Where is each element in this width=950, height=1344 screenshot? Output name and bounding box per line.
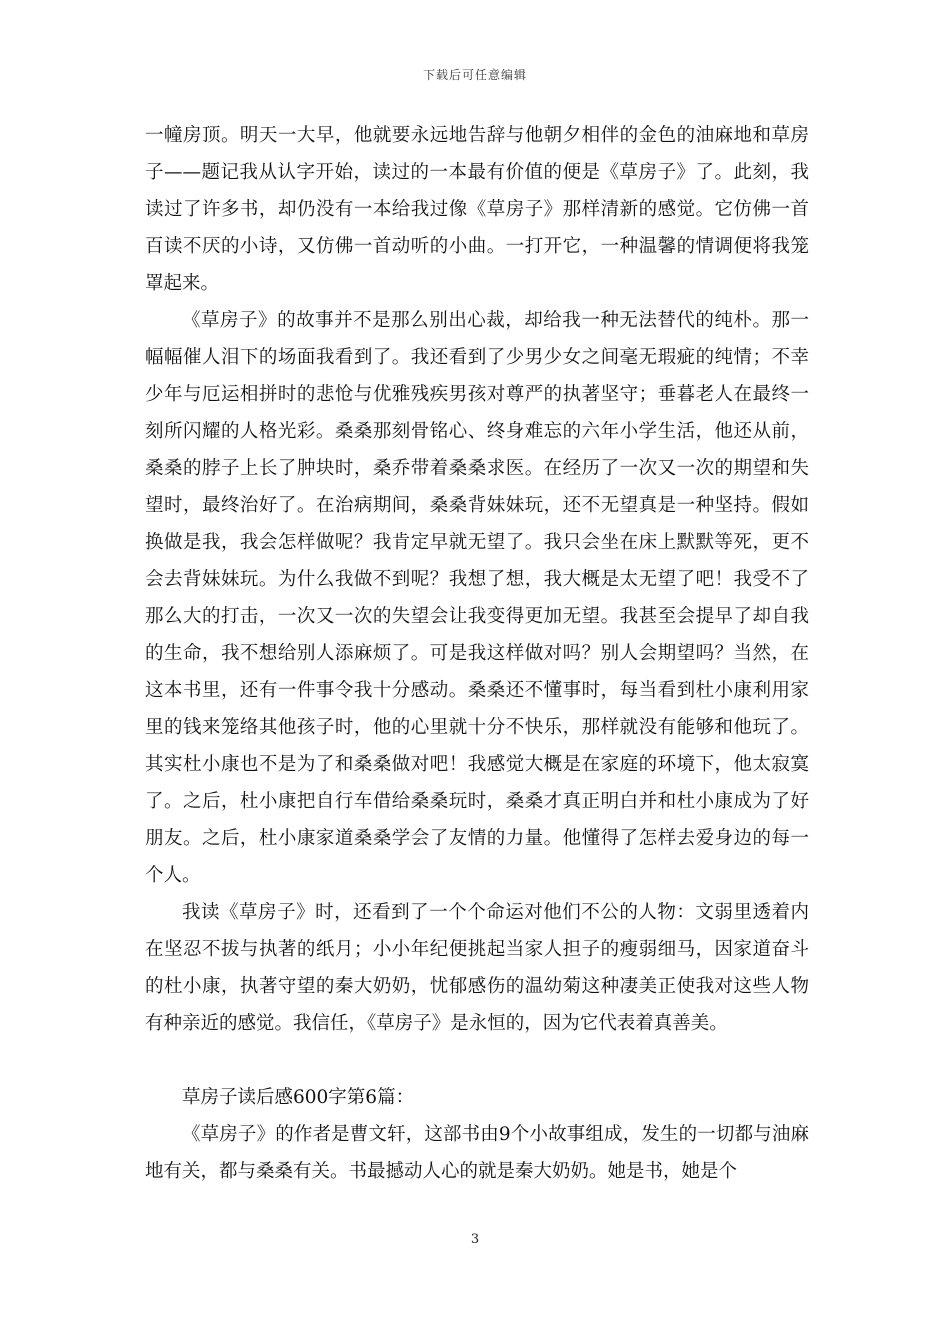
- page-header: 下载后可任意编辑: [422, 68, 527, 82]
- paragraph-next-essay: 《草房子》的作者是曹文轩，这部书由9个小故事组成，发生的一切都与油麻地有关，都与桑桑有关。书最撼动人心的就是秦大奶奶。她是书，她是个: [145, 1124, 809, 1182]
- page-number: 3: [470, 1232, 480, 1247]
- document-body: [145, 117, 809, 1190]
- paragraph-characters: 我读《草房子》时，还看到了一个个命运对他们不公的人物：文弱里透着内在坚忍不拔与执著的纸月；小小年纪便挑起当家人担子的瘦弱细马，因家道奋斗的杜小康，执著守望的秦大奶奶，忧郁感伤的温幼菊这种凄美正使我对这些人物有种亲近的感觉。我信任，《草房子》是永恒的，因为它代表着真善美。: [145, 902, 809, 1034]
- section-heading: 草房子读后感600字第6篇：: [182, 1087, 415, 1108]
- paragraph-intro: 一幢房顶。明天一大早，他就要永远地告辞与他朝夕相伴的金色的油麻地和草房子——题记我从认字开始，读过的一本最有价值的便是《草房子》了。此刻，我读过了许多书，却仍没有一本给我过像《草房子》那样清新的感觉。它仿佛一首百读不厌的小诗，又仿佛一首动听的小曲。一打开它，一种温馨的情调便将我笼罩起来。: [145, 125, 809, 294]
- paragraph-story: 《草房子》的故事并不是那么别出心裁，却给我一种无法替代的纯朴。那一幅幅催人泪下的场面我看到了。我还看到了少男少女之间毫无瑕疵的纯情；不幸少年与厄运相拼时的悲怆与优雅残疾男孩对尊严的执著坚守；垂暮老人在最终一刻所闪耀的人格光彩。桑桑那刻骨铭心、终身难忘的六年小学生活，他还从前，桑桑的脖子上长了肿块时，桑乔带着桑桑求医。在经历了一次又一次的期望和失望时，最终治好了。在治病期间，桑桑背妹妹玩，还不无望真是一种坚持。假如换做是我，我会怎样做呢？我肯定早就无望了。我只会坐在床上默默等死，更不会去背妹妹玩。为什么我做不到呢？我想了想，我大概是太无望了吧！我受不了那么大的打击，一次又一次的失望会让我变得更加无望。我甚至会提早了却自我的生命，我不想给别人添麻烦了。可是我这样做对吗？别人会期望吗？当然，在这本书里，还有一件事令我十分感动。桑桑还不懂事时，每当看到杜小康利用家里的钱来笼络其他孩子时，他的心里就十分不快乐，那样就没有能够和他玩了。其实杜小康也不是为了和桑桑做对吧！我感觉大概是在家庭的环境下，他太寂寞了。之后，杜小康把自行车借给桑桑玩时，桑桑才真正明白并和杜小康成为了好朋友。之后，杜小康家道桑桑学会了友情的力量。他懂得了怎样去爱身边的每一个人。: [145, 310, 809, 886]
- paragraph-gap: [145, 1042, 809, 1079]
